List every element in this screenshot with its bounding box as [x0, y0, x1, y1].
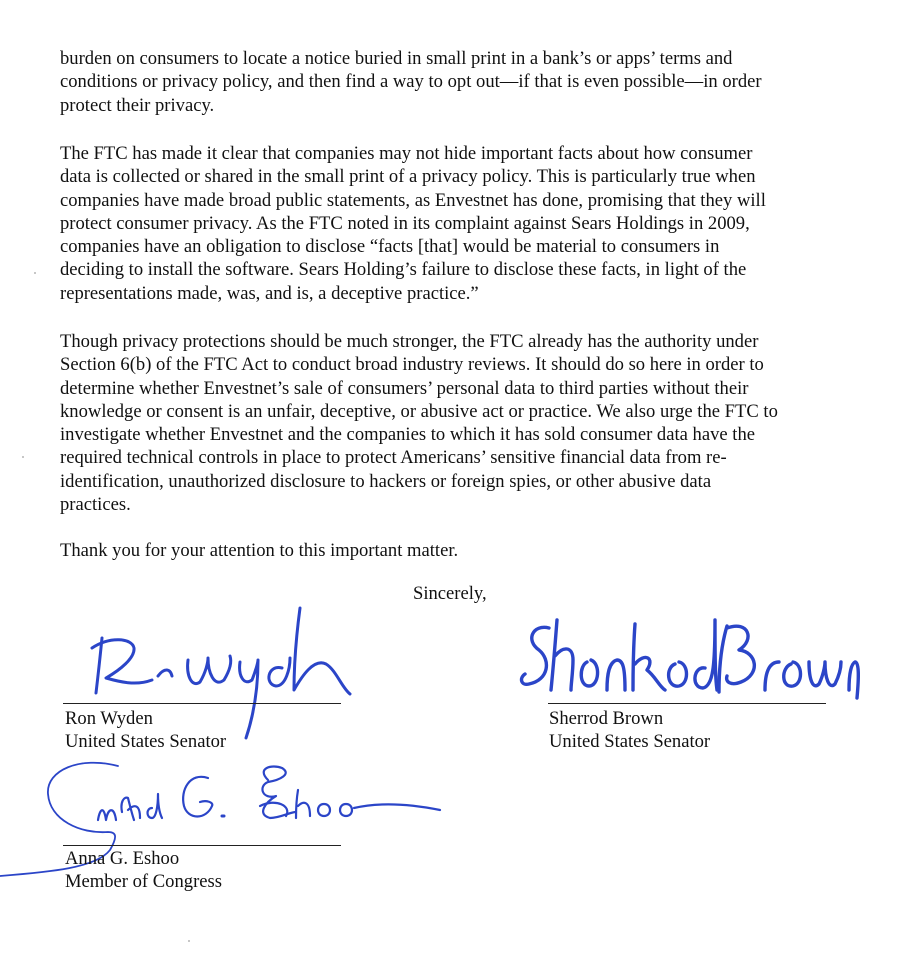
paragraph-line: investigate whether Envestnet and the companies to which it has sold consumer data have the — [60, 424, 755, 446]
scan-speck — [22, 456, 24, 458]
paragraph-line: identification, unauthorized disclosure to hackers or foreign spies, or other abusive data — [60, 470, 712, 492]
paragraph-line: determine whether Envestnet’s sale of consumers’ personal data to third parties without their — [60, 377, 749, 399]
paragraph-line: companies have an obligation to disclose “facts [that] would be material to consumers in — [60, 236, 720, 258]
closing — [413, 582, 487, 605]
signature-line-brown — [548, 703, 826, 704]
signature-sherrod-brown — [515, 606, 860, 706]
thank-you-text: Thank you for your attention to this important matter. — [60, 540, 459, 561]
paragraph-line: data is collected or shared in the small print of a privacy policy. This is particularly true when — [60, 166, 756, 188]
body-paragraph-3 — [60, 330, 840, 516]
paragraph-line: protect their privacy. — [60, 94, 215, 116]
paragraph-line: Though privacy protections should be much stronger, the FTC already has the authority under — [60, 331, 759, 352]
paragraph-line: representations made, was, and is, a deceptive practice.” — [60, 282, 479, 304]
paragraph-line: Section 6(b) of the FTC Act to conduct broad industry reviews. It should do so here in order to — [60, 354, 764, 376]
signature-line-wyden — [63, 703, 341, 704]
scan-speck — [34, 272, 36, 274]
paragraph-line: deciding to install the software. Sears Holding’s failure to disclose these facts, in light of the — [60, 259, 747, 281]
signatory-anna-eshoo — [65, 847, 222, 894]
closing-text: Sincerely, — [413, 583, 487, 604]
thank-you-line — [60, 539, 840, 562]
paragraph-line: required technical controls in place to protect Americans’ sensitive financial data from re- — [60, 447, 727, 469]
signatory-name: Ron Wyden — [65, 708, 153, 729]
paragraph-line: knowledge or consent is an unfair, deceptive, or abusive act or practice. We also urge the FTC to — [60, 400, 778, 422]
paragraph-line: protect consumer privacy. As the FTC noted in its complaint against Sears Holdings in 2009, — [60, 212, 750, 234]
paragraph-line: conditions or privacy policy, and then find a way to opt out—if that is even possible—in order — [60, 71, 762, 93]
paragraph-line: burden on consumers to locate a notice buried in small print in a bank’s or apps’ terms and — [60, 48, 733, 69]
signatory-sherrod-brown — [549, 707, 710, 754]
paragraph-line: practices. — [60, 494, 131, 516]
paragraph-line: The FTC has made it clear that companies may not hide important facts about how consumer — [60, 143, 753, 164]
signatory-title: United States Senator — [65, 731, 227, 753]
body-paragraph-2 — [60, 142, 840, 305]
signatory-title: Member of Congress — [65, 871, 222, 893]
signature-line-eshoo — [63, 845, 341, 846]
paragraph-line: companies have made broad public statements, as Envestnet has done, promising that they will — [60, 189, 766, 211]
signatory-name: Sherrod Brown — [549, 708, 664, 729]
signatory-name: Anna G. Eshoo — [65, 848, 180, 869]
scan-speck — [188, 940, 190, 942]
body-paragraph-1 — [60, 47, 840, 117]
signatory-ron-wyden — [65, 707, 226, 754]
signatory-title: United States Senator — [549, 731, 711, 753]
